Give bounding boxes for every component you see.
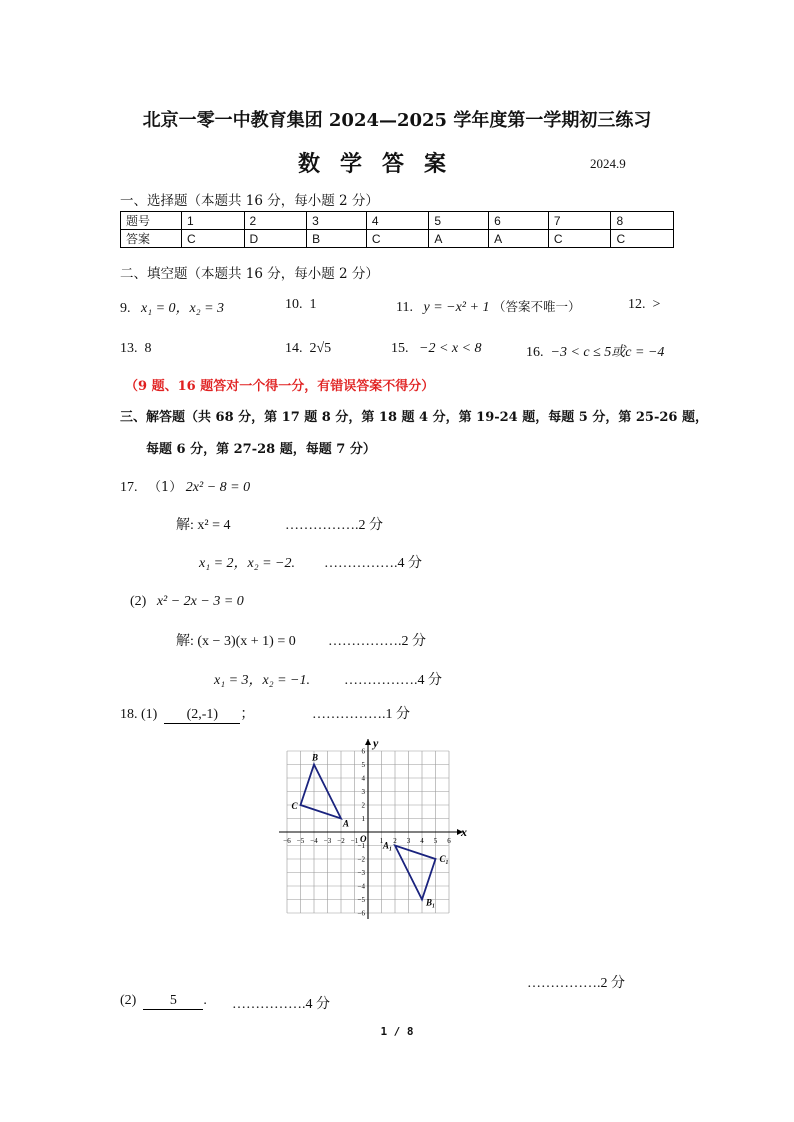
vertex-label: A₁ [383, 840, 393, 851]
q16 [526, 341, 664, 361]
q12 [628, 297, 660, 313]
y-tick-label: −4 [357, 882, 365, 891]
q12-answer: > [652, 297, 661, 312]
x-tick-label: −3 [323, 837, 332, 845]
section3-heading-line2: 每题 6 分，第 27-28 题，每题 7 分） [146, 442, 376, 457]
q11-number: 11. [396, 300, 413, 315]
section1-heading: 一、选择题（本题共 16 分，每小题 2 分） [120, 193, 379, 209]
table-row-answers [121, 230, 674, 248]
y-tick-label: 3 [361, 788, 365, 796]
table-row-questions [121, 212, 674, 230]
x-tick-label: −4 [310, 837, 318, 845]
y-tick-label: −1 [357, 842, 365, 850]
table-cell: 8 [611, 212, 674, 230]
table-cell: A [429, 230, 489, 248]
table-cell: 6 [489, 212, 549, 230]
q17-part1-equation: 2x² − 8 = 0 [185, 480, 251, 495]
table-cell: 7 [548, 212, 611, 230]
q17-part1 [120, 476, 250, 496]
table-cell: 3 [307, 212, 367, 230]
table-cell: 4 [366, 212, 429, 230]
q17-part1-step1: 解: x² = 4 [176, 518, 231, 533]
q18-score3: …………….4 分 [232, 997, 330, 1012]
answer-table [120, 211, 674, 248]
vertex-label: C [291, 801, 298, 811]
y-tick-label: 2 [361, 801, 365, 810]
q10-answer: 1 [309, 297, 317, 312]
q10 [285, 297, 317, 313]
q15-answer: −2 < x < 8 [419, 341, 482, 356]
q18-part1 [120, 703, 254, 724]
q9-answer: x₁ = 0，x₂ = 3 [141, 301, 225, 316]
answer-heading: 数学答案 [298, 151, 467, 177]
x-tick-label: 6 [447, 837, 451, 845]
q18-answer1-sep: ； [240, 707, 255, 722]
y-tick-label: −3 [357, 869, 365, 877]
q18-part2 [120, 993, 207, 1010]
q10-number: 10. [285, 297, 303, 312]
q12-number: 12. [628, 297, 646, 312]
page-number: 1 / 8 [380, 1025, 414, 1038]
vertex-label: A [343, 818, 350, 829]
table-cell: C [548, 230, 611, 248]
row-label-question: 题号 [121, 212, 182, 230]
table-cell: 5 [429, 212, 489, 230]
q18-score2: …………….2 分 [527, 976, 625, 991]
x-tick-label: −2 [337, 837, 345, 845]
x-axis-label: x [461, 825, 467, 839]
x-tick-label: −5 [296, 837, 305, 845]
q17-part2-score2: …………….4 分 [344, 673, 442, 688]
coordinate-grid [268, 735, 468, 930]
table-cell: B [307, 230, 367, 248]
q14-answer: 2√5 [309, 341, 332, 356]
q14 [285, 341, 331, 357]
q18-answer1: (2,-1) [164, 707, 240, 724]
scoring-note: （9 题、16 题答对一个得一分，有错误答案不得分） [125, 379, 435, 394]
vertex-label: C₁ [439, 854, 449, 864]
y-axis-arrow [365, 739, 371, 745]
table-cell: D [244, 230, 307, 248]
q17-number: 17. [120, 480, 138, 495]
q16-number: 16. [526, 345, 544, 360]
q13-answer: 8 [144, 341, 152, 356]
q13 [120, 341, 152, 357]
q17-part1-score2: …………….4 分 [324, 556, 422, 571]
q14-number: 14. [285, 341, 303, 356]
q18-part2-label: (2) [120, 993, 137, 1008]
exam-date: 2024.9 [590, 156, 626, 171]
q11 [396, 297, 580, 316]
table-cell: C [611, 230, 674, 248]
table-cell: A [489, 230, 549, 248]
y-tick-label: −6 [357, 909, 365, 918]
vertex-label: B [312, 752, 319, 763]
y-axis-label: y [373, 736, 379, 750]
q17-part1-step2: x₁ = 2，x₂ = −2. [199, 556, 296, 571]
y-tick-label: 4 [361, 774, 365, 783]
q9-number: 9. [120, 301, 131, 316]
x-tick-label: 4 [420, 837, 424, 845]
y-tick-label: −2 [357, 855, 365, 864]
section2-heading: 二、填空题（本题共 16 分，每小题 2 分） [120, 266, 379, 282]
table-cell: C [366, 230, 429, 248]
x-tick-label: 3 [406, 837, 411, 845]
y-tick-label: 6 [361, 747, 365, 756]
table-cell: 1 [182, 212, 245, 230]
y-tick-label: 1 [361, 815, 365, 823]
q15 [391, 341, 482, 357]
y-tick-label: −5 [357, 896, 365, 904]
q18-score1: …………….1 分 [312, 707, 410, 722]
x-tick-label: 2 [393, 837, 397, 845]
q17-part2-label: (2) [130, 594, 147, 609]
q17-part2-score1: …………….2 分 [328, 634, 426, 649]
x-tick-label: −1 [350, 837, 359, 845]
q17-part2-step2: x₁ = 3，x₂ = −1. [214, 673, 311, 688]
q18-number: 18. (1) [120, 707, 158, 722]
q9 [120, 297, 224, 317]
q16-answer: −3 < c ≤ 5或c = −4 [550, 345, 665, 360]
vertex-label: B₁ [426, 897, 436, 908]
q18-answer2-end: . [203, 993, 207, 1008]
row-label-answer: 答案 [121, 230, 182, 248]
section3-heading-line1: 三、解答题（共 68 分，第 17 题 8 分，第 18 题 4 分，第 19-24 题，每题 5 分，第 25-26 题， [120, 410, 708, 425]
x-tick-label: 5 [433, 837, 438, 845]
table-cell: 2 [244, 212, 307, 230]
q11-answer: y = −x² + 1 [423, 300, 490, 315]
q17-part1-score1: …………….2 分 [285, 518, 383, 533]
origin-label: O [360, 834, 367, 844]
q17-part1-label: （1） [148, 480, 183, 495]
y-tick-label: 5 [361, 761, 365, 769]
table-cell: C [182, 230, 245, 248]
page-title: 北京一零一中教育集团 2024—2025 学年度第一学期初三练习 [142, 110, 652, 131]
q18-answer2: 5 [143, 993, 203, 1010]
q17-part2 [130, 594, 244, 610]
x-tick-label: −6 [283, 837, 291, 845]
q15-number: 15. [391, 341, 409, 356]
q17-part2-equation: x² − 2x − 3 = 0 [156, 594, 244, 609]
q11-note: （答案不唯一） [492, 299, 581, 314]
q17-part2-step1: 解: (x − 3)(x + 1) = 0 [176, 634, 296, 649]
q13-number: 13. [120, 341, 138, 356]
x-tick-label: 1 [379, 837, 384, 845]
